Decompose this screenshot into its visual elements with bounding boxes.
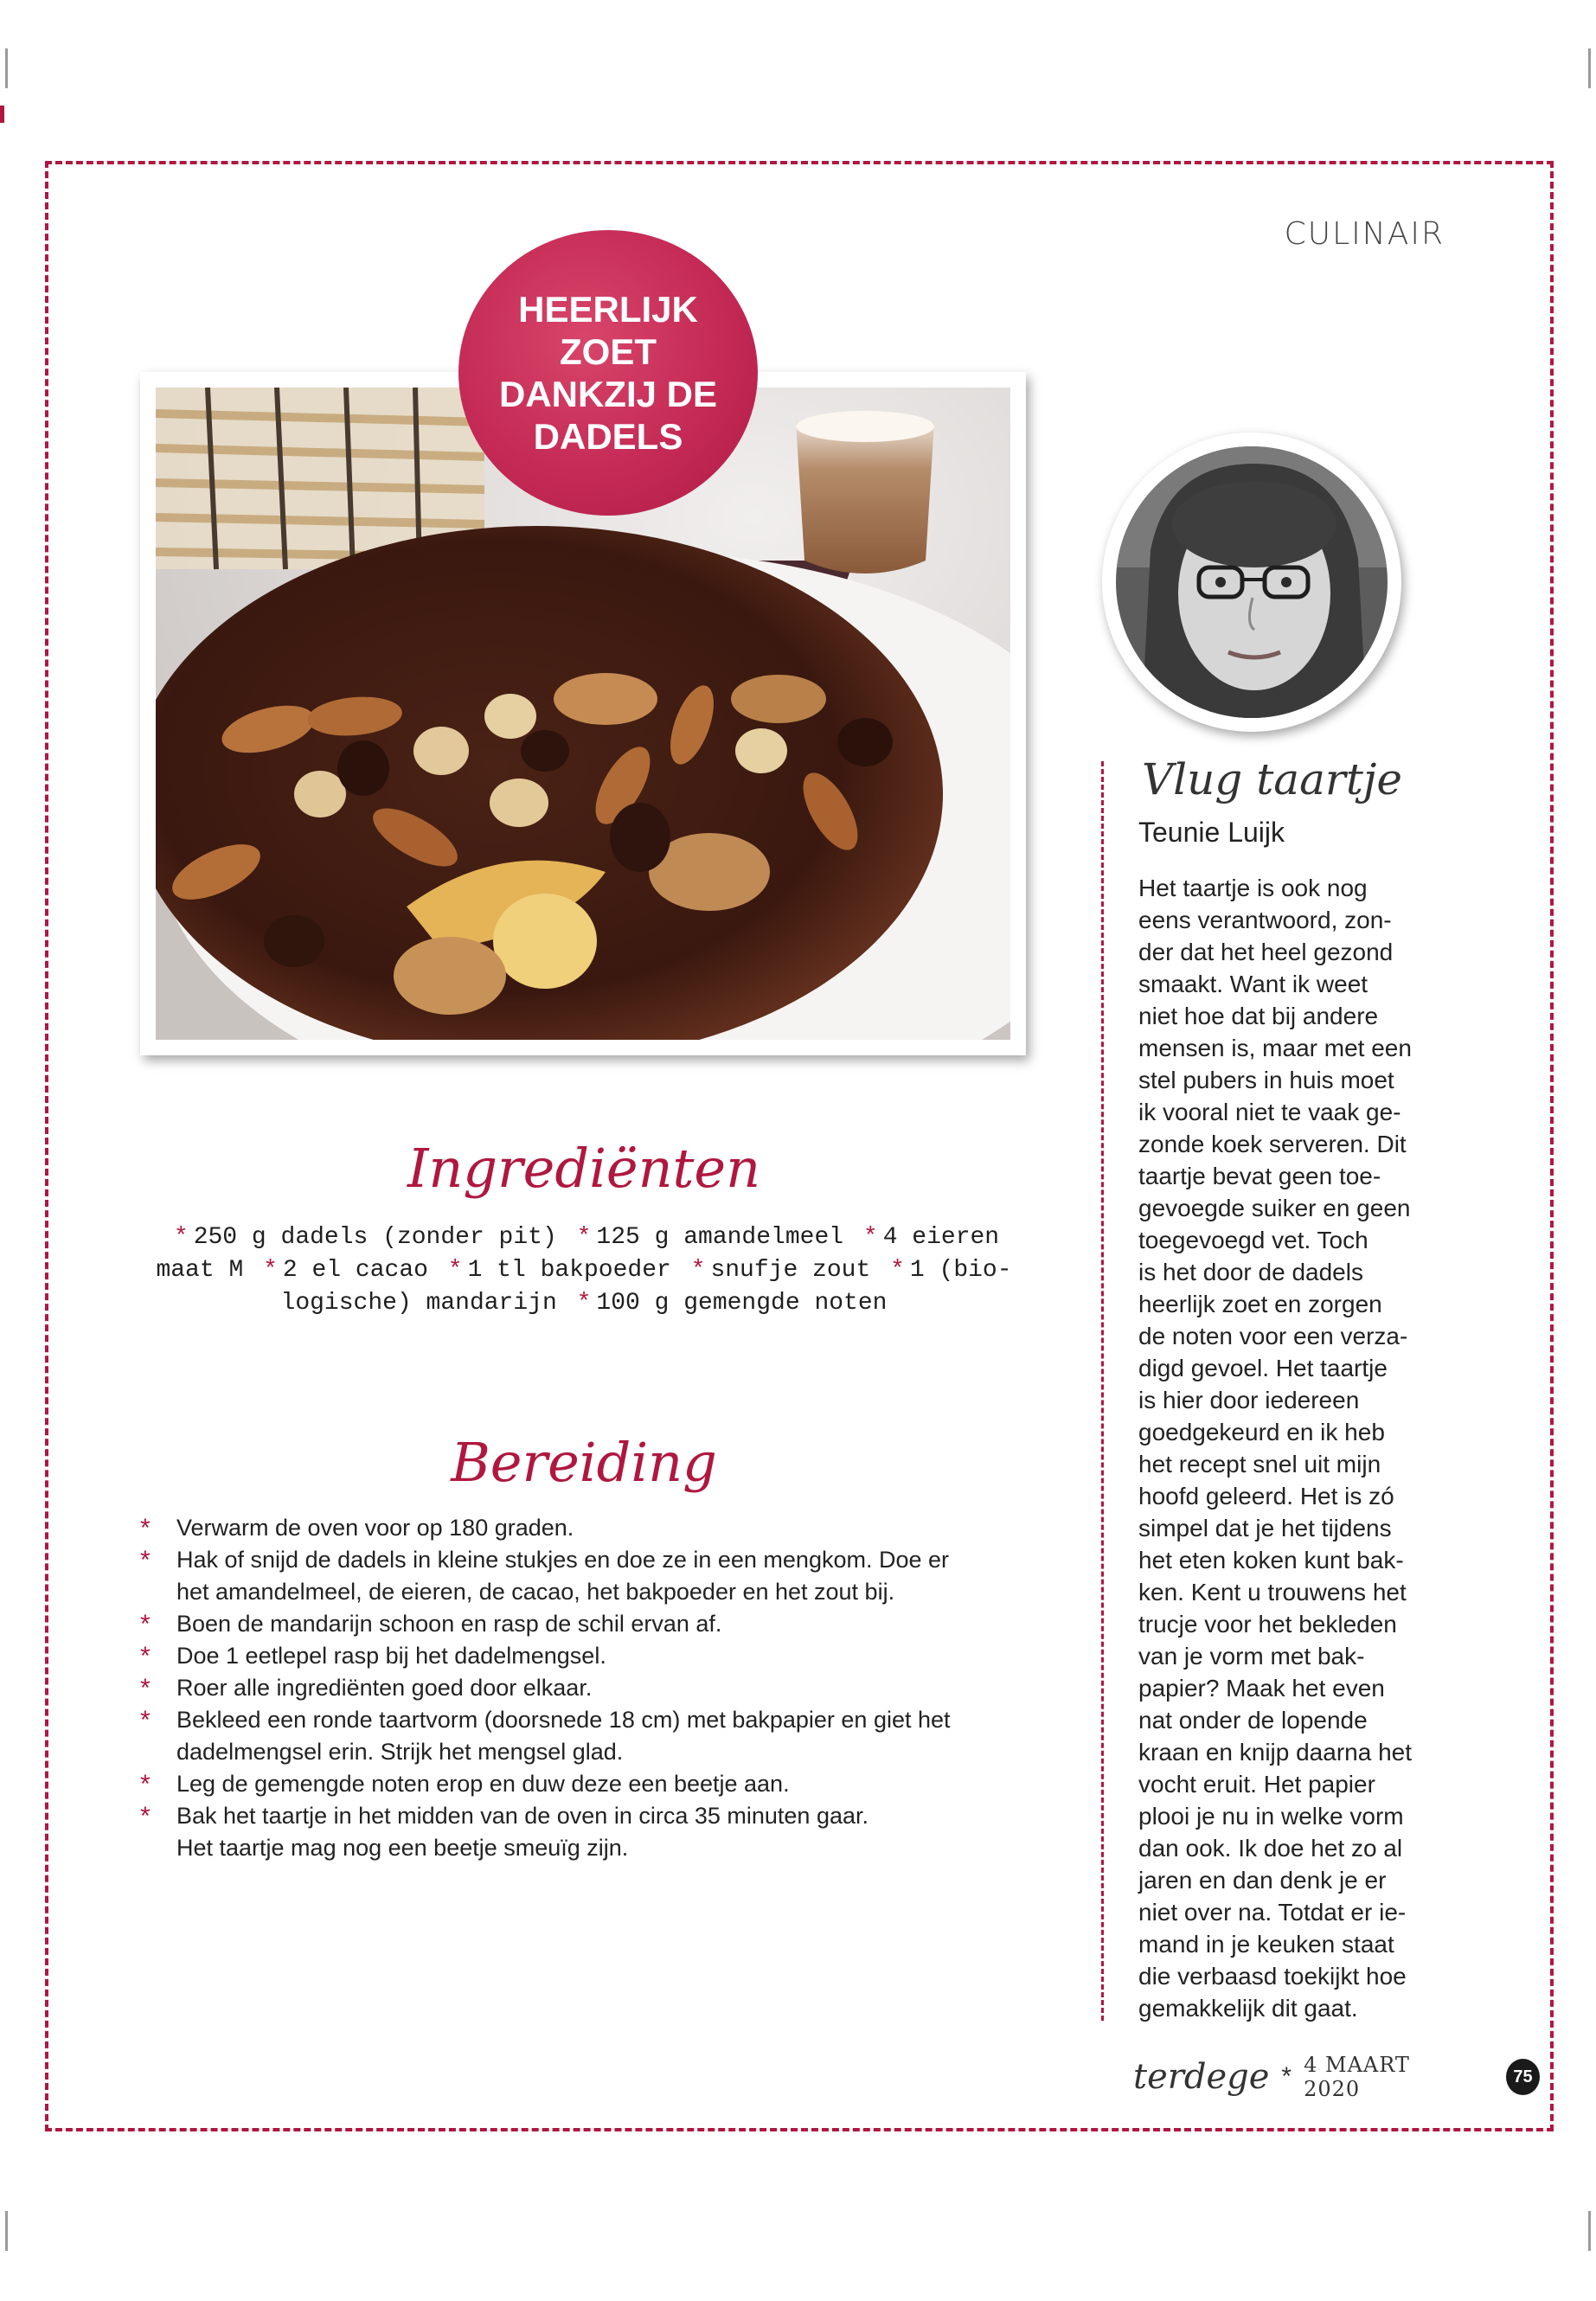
- ingredient-item: 100 g gemengde noten: [596, 1290, 888, 1317]
- page-footer: [1133, 2055, 1540, 2099]
- ingredient-item: 2 el cacao: [282, 1257, 428, 1284]
- ingredient-item: logische) mandarijn: [280, 1290, 557, 1317]
- bullet-star: *: [140, 1610, 151, 1638]
- bullet-star: *: [576, 1224, 592, 1251]
- bullet-star: *: [890, 1257, 905, 1284]
- step-continuation: [138, 1832, 1012, 1864]
- step-item: [138, 1704, 1012, 1736]
- ingredient-item: 1 (bio-: [909, 1257, 1012, 1284]
- step-item: [138, 1512, 1012, 1544]
- step-text: Bak het taartje in het midden van de oven in circa 35 minuten gaar.: [176, 1803, 869, 1829]
- portrait-illustration: [1116, 446, 1388, 718]
- step-continuation: [138, 1736, 1012, 1768]
- bullet-star: *: [173, 1224, 189, 1251]
- preparation-heading: Bereiding: [451, 1431, 717, 1494]
- article-author: Teunie Luijk: [1138, 817, 1285, 848]
- ingredients-line: [138, 1221, 1029, 1254]
- bullet-star: *: [140, 1546, 151, 1574]
- crop-mark: [5, 48, 8, 88]
- step-item: [138, 1800, 1012, 1832]
- bullet-star: *: [140, 1642, 151, 1670]
- step-item: [138, 1768, 1012, 1800]
- step-text: Bekleed een ronde taartvorm (doorsnede 18 cm) met bakpapier en giet het: [176, 1707, 951, 1733]
- step-text: Doe 1 eetlepel rasp bij het dadelmengsel.: [176, 1643, 606, 1669]
- step-text: Leg de gemengde noten erop en duw deze een beetje aan.: [176, 1771, 790, 1797]
- registration-mark: [0, 106, 4, 123]
- page-number: 75: [1506, 2059, 1540, 2095]
- bullet-star: *: [140, 1514, 151, 1542]
- article-body: Het taartje is ook nog eens verantwoord, zon- der dat het heel gezond smaakt. Want ik weet niet hoe dat bij andere mensen is, maar met een stel pubers in huis moet ik vooral niet te vaak ge- zonde koek serveren. Dit taartje bevat geen toe- gevoegde suiker en geen toegevoegd vet. Toch is het door de dadels heerlijk zoet en zorgen de noten voor een verza- digd gevoel. Het taartje is hier door iedereen goedgekeurd en ik heb het recept snel uit mijn hoofd geleerd. Het is zó simpel dat je het tijdens het eten koken kunt bak- ken. Kent u trouwens het trucje voor het bekleden van je vorm met bak- papier? Maak het even nat onder de lopende kraan en knijp daarna het vocht eruit. Het papier plooi je nu in welke vorm dan ook. Ik doe het zo al jaren en dan denk je er niet over na. Totdat er ie- mand in je keuken staat die verbaasd toekijkt hoe gemakkelijk dit gaat.: [1138, 875, 1412, 2022]
- ingredient-item: maat M: [156, 1257, 244, 1284]
- ingredients-line: [138, 1287, 1029, 1320]
- bullet-star: *: [690, 1257, 706, 1284]
- crop-mark: [1588, 2211, 1591, 2251]
- step-text: het amandelmeel, de eieren, de cacao, het bakpoeder en het zout bij.: [176, 1579, 895, 1605]
- bullet-star: *: [862, 1224, 878, 1251]
- bullet-star: *: [576, 1290, 592, 1317]
- step-continuation: [138, 1576, 1012, 1608]
- step-item: [138, 1640, 1012, 1672]
- step-item: [138, 1608, 1012, 1640]
- crop-mark: [5, 2211, 8, 2251]
- author-portrait: [1102, 433, 1401, 732]
- step-text: Verwarm de oven voor op 180 graden.: [176, 1515, 574, 1541]
- highlight-badge: HEERLIJK ZOET DANKZIJ DE DADELS: [458, 230, 758, 516]
- column-divider: [1101, 761, 1104, 2021]
- ingredient-item: 125 g amandelmeel: [596, 1224, 844, 1251]
- footer-separator: *: [1281, 2062, 1292, 2091]
- ingredient-item: 250 g dadels (zonder pit): [193, 1224, 557, 1251]
- bullet-star: *: [140, 1674, 151, 1702]
- crop-mark: [1588, 48, 1591, 88]
- step-item: [138, 1544, 1012, 1576]
- issue-date: 4 MAART 2020: [1304, 2053, 1410, 2101]
- step-text: Het taartje mag nog een beetje smeuïg zijn.: [176, 1835, 629, 1861]
- step-text: dadelmengsel erin. Strijk het mengsel glad.: [176, 1739, 624, 1765]
- step-item: [138, 1672, 1012, 1704]
- bullet-star: *: [140, 1770, 151, 1798]
- step-text: Roer alle ingrediënten goed door elkaar.: [176, 1675, 593, 1701]
- ingredient-item: 1 tl bakpoeder: [467, 1257, 671, 1284]
- bullet-star: *: [263, 1257, 278, 1284]
- step-text: Boen de mandarijn schoon en rasp de schil ervan af.: [176, 1611, 722, 1637]
- article-title: Vlug taartje: [1142, 754, 1403, 804]
- ingredients-list: [138, 1221, 1029, 1320]
- ingredient-item: 4 eieren: [882, 1224, 1000, 1251]
- ingredients-heading: Ingrediënten: [407, 1137, 761, 1200]
- preparation-steps: [138, 1512, 1012, 1864]
- bullet-star: *: [140, 1802, 151, 1830]
- ingredient-item: snufje zout: [710, 1257, 871, 1284]
- bullet-star: *: [447, 1257, 463, 1284]
- ingredients-line: [138, 1254, 1029, 1287]
- magazine-name: terdege: [1133, 2057, 1270, 2097]
- step-text: Hak of snijd de dadels in kleine stukjes en doe ze in een mengkom. Doe er: [176, 1547, 950, 1573]
- bullet-star: *: [140, 1706, 151, 1734]
- section-label: CULINAIR: [1284, 216, 1445, 252]
